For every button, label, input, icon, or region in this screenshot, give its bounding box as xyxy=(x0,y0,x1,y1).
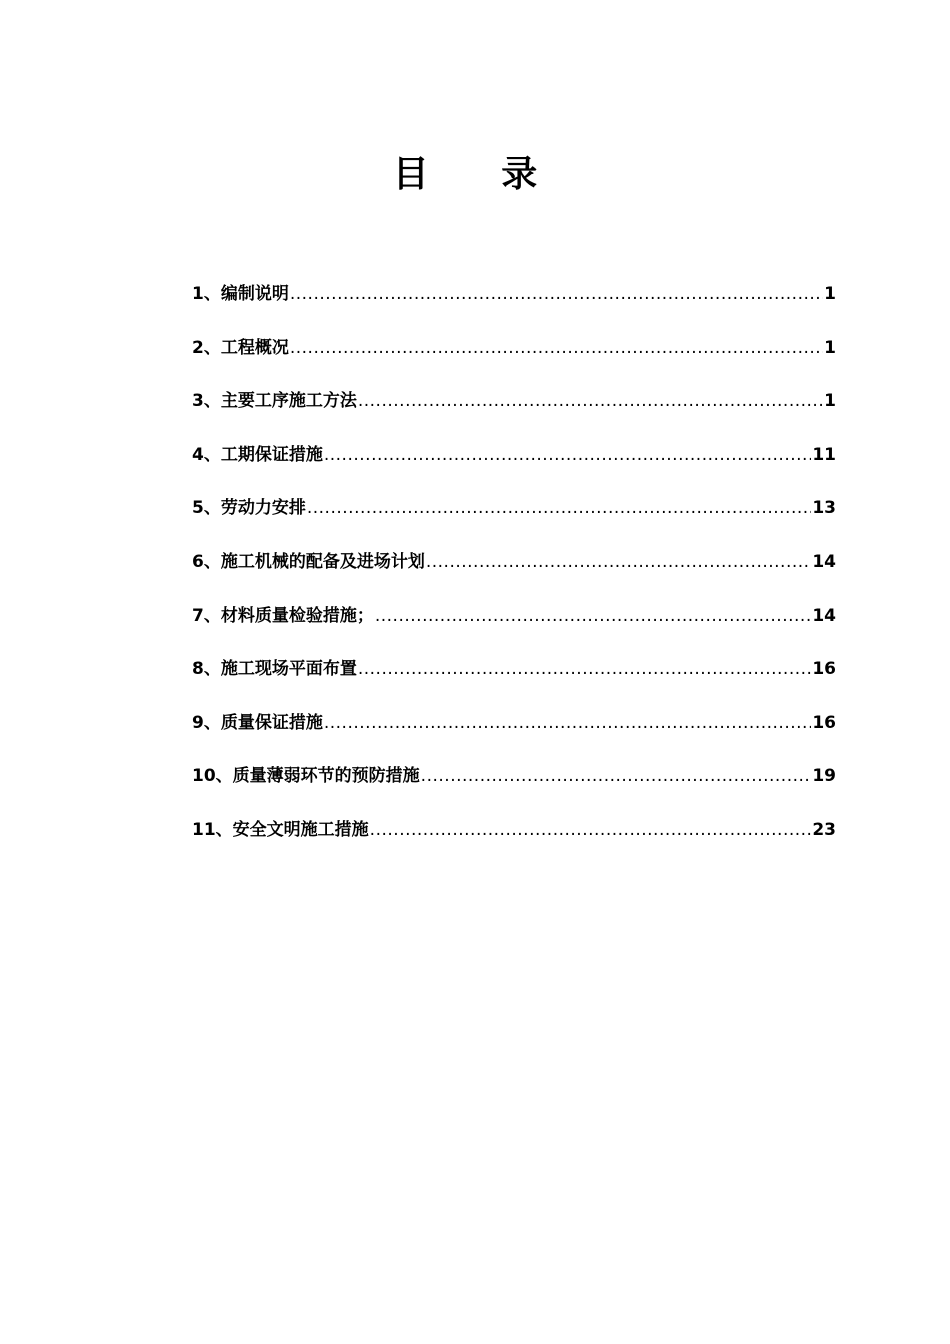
toc-entry-label: 8、施工现场平面布置 xyxy=(192,659,357,680)
toc-entry-page: 1 xyxy=(824,284,836,304)
toc-list xyxy=(192,282,836,872)
toc-entry-page: 19 xyxy=(812,766,836,787)
toc-entry-label: 4、工期保证措施 xyxy=(192,444,323,465)
toc-entry-page: 16 xyxy=(812,712,836,733)
toc-entry-page: 23 xyxy=(812,819,836,840)
toc-dot-leader xyxy=(324,711,811,735)
toc-title: 目 录 xyxy=(392,154,568,195)
toc-entry[interactable] xyxy=(192,818,836,872)
toc-entry[interactable] xyxy=(192,336,836,390)
toc-entry[interactable] xyxy=(192,764,836,818)
toc-entry[interactable] xyxy=(192,282,836,336)
toc-dot-leader xyxy=(324,443,811,467)
toc-entry[interactable] xyxy=(192,550,836,604)
toc-entry-label: 11、安全文明施工措施 xyxy=(192,819,369,840)
toc-dot-leader xyxy=(426,550,812,574)
toc-entry-label: 7、材料质量检验措施； xyxy=(192,605,374,626)
toc-dot-leader xyxy=(358,657,811,681)
toc-entry-page: 14 xyxy=(812,605,836,626)
toc-entry-label: 1、编制说明 xyxy=(192,284,289,304)
toc-entry-label: 10、质量薄弱环节的预防措施 xyxy=(192,766,420,787)
toc-entry[interactable] xyxy=(192,604,836,658)
toc-dot-leader xyxy=(358,389,823,413)
toc-dot-leader xyxy=(375,604,811,628)
toc-entry-label: 6、施工机械的配备及进场计划 xyxy=(192,551,425,572)
toc-entry-label: 2、工程概况 xyxy=(192,337,289,358)
toc-dot-leader xyxy=(421,764,812,788)
toc-entry-page: 1 xyxy=(824,391,836,412)
toc-entry[interactable] xyxy=(192,389,836,443)
toc-entry[interactable] xyxy=(192,711,836,765)
toc-dot-leader xyxy=(370,818,812,842)
toc-entry-page: 16 xyxy=(812,659,836,680)
toc-entry-page: 14 xyxy=(812,551,836,572)
toc-entry-page: 1 xyxy=(824,337,836,358)
toc-entry[interactable] xyxy=(192,496,836,550)
toc-entry-label: 5、劳动力安排 xyxy=(192,498,306,519)
toc-dot-leader xyxy=(290,336,823,360)
toc-entry-page: 11 xyxy=(812,444,836,465)
toc-dot-leader xyxy=(307,496,811,520)
toc-dot-leader xyxy=(290,282,823,306)
toc-entry[interactable] xyxy=(192,657,836,711)
toc-entry-label: 3、主要工序施工方法 xyxy=(192,391,357,412)
toc-entry-page: 13 xyxy=(812,498,836,519)
toc-entry-label: 9、质量保证措施 xyxy=(192,712,323,733)
toc-entry[interactable] xyxy=(192,443,836,497)
